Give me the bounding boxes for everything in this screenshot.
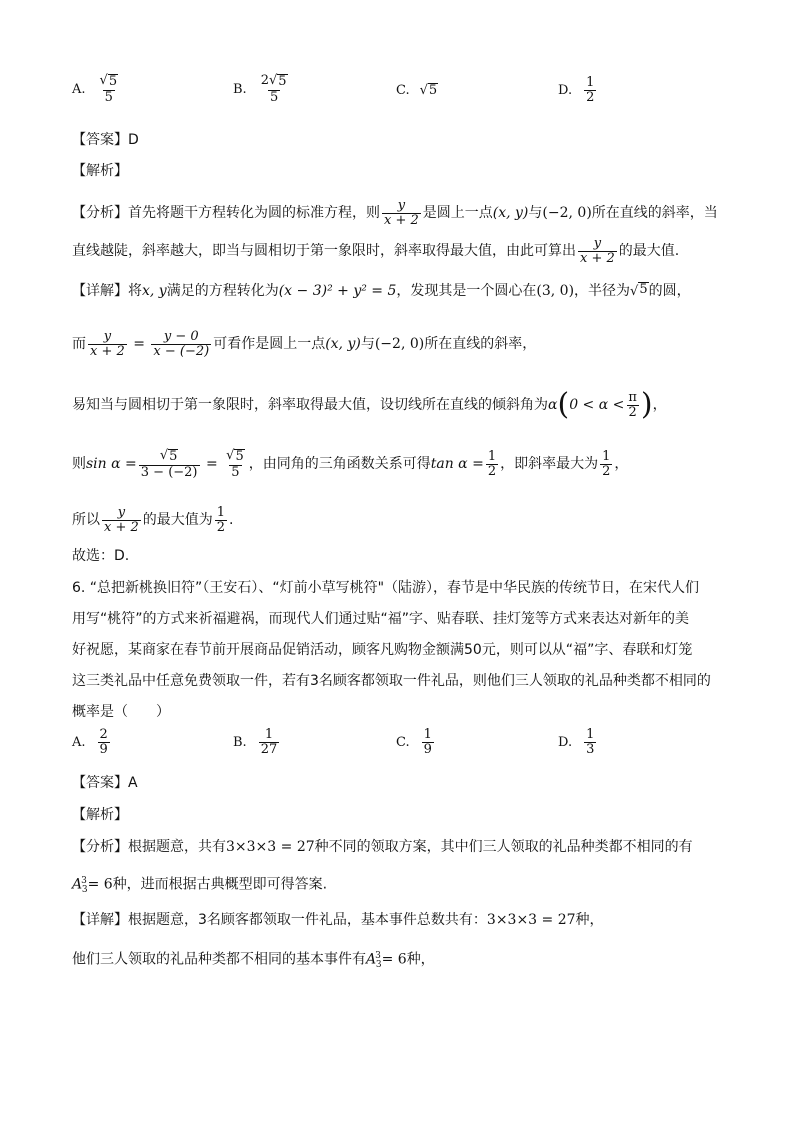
option-label: B. bbox=[233, 81, 247, 97]
sqrt: √ 5 bbox=[99, 73, 118, 89]
q5-xiangjie-line1: 【详解】将x, y满足的方程转化为(x − 3)² + y² = 5，发现其是一个圆心在(3, 0)，半径为 √ 5 的圆， bbox=[72, 282, 691, 299]
fraction: √ 5 5 bbox=[99, 73, 118, 105]
q5-er-line: 而 $\frac{y}{x + 2}$ = $\frac{y - 0}{x - (-2)}$ 可看作是圆上一点(x, y)与(−2, 0)所在直线的斜率， bbox=[72, 328, 537, 359]
q6-xiangjie-line2: 他们三人领取的礼品种类都不相同的基本事件有$A^3_3= 6$种， bbox=[72, 951, 435, 971]
q5-option-a bbox=[72, 74, 122, 105]
fraction: 2 √ 5 5 bbox=[260, 73, 287, 105]
q6-answer: 【答案】A bbox=[72, 775, 138, 791]
q6-stem-line3: 好祝愿，某商家在春节前开展商品促销活动，顾客凡购物金额满50元，则可以从“福”字、春联和灯笼 bbox=[72, 642, 693, 658]
q6-stem-line5: 概率是（ ） bbox=[72, 704, 170, 720]
q6-stem-line2: 用写“桃符”的方式来祈福避祸，而现代人们通过贴“福”字、贴春联、挂灯笼等方式来表达对新年的美 bbox=[72, 611, 690, 627]
sqrt: √ 5 bbox=[419, 83, 438, 98]
option-label: A. bbox=[72, 81, 86, 97]
q6-stem-line1: 6. “总把新桃换旧符”（王安石）、“灯前小草写桃符"（陆游），春节是中华民族的传统节日，在宋代人们 bbox=[72, 580, 700, 596]
q6-option-d: D. 1 3 bbox=[558, 727, 595, 757]
fraction: 1 2 bbox=[586, 75, 595, 105]
q6-analysis-heading: 【解析】 bbox=[72, 807, 128, 823]
q6-option-c: C. 1 9 bbox=[396, 727, 432, 757]
option-label: C. bbox=[396, 83, 410, 99]
q5-fenxi-line1: 【分析】首先将题干方程转化为圆的标准方程，则 $\frac{y}{x + 2}$ 是圆上一点(x, y)与(−2, 0)所在直线的斜率，当 bbox=[72, 197, 718, 228]
q5-answer: 【答案】D bbox=[72, 132, 139, 148]
q6-xiangjie-line1: 【详解】根据题意，3名顾客都领取一件礼品，基本事件总数共有：3×3×3 = 27种， bbox=[72, 912, 604, 928]
q6-option-a: A. 2 9 bbox=[72, 727, 108, 757]
q5-analysis-heading: 【解析】 bbox=[72, 163, 128, 179]
option-label: D. bbox=[558, 82, 573, 98]
q5-suoyi-line: 所以 $\frac{y}{x + 2}$ 的最大值为 $\frac{1}{2}$ . bbox=[72, 504, 234, 535]
q5-fenxi-line2: 直线越陡，斜率越大，即当与圆相切于第一象限时，斜率取得最大值，由此可算出 $\frac{y}{x + 2}$ 的最大值. bbox=[72, 235, 680, 266]
q5-yizhi-line: 易知当与圆相切于第一象限时，斜率取得最大值，设切线所在直线的倾斜角为α(0 < α < $\frac{\pi}{2}$ )， bbox=[72, 387, 667, 422]
q6-option-b: B. 1 27 bbox=[233, 727, 278, 757]
q6-fenxi-line1: 【分析】根据题意，共有3×3×3 = 27种不同的领取方案，其中们三人领取的礼品种类都不相同的有 bbox=[72, 839, 693, 855]
q5-option-b bbox=[233, 74, 292, 105]
q5-option-c bbox=[396, 83, 438, 99]
q5-option-d bbox=[558, 76, 598, 104]
q6-stem-line4: 这三类礼品中任意免费领取一件，若有3名顾客都领取一件礼品，则他们三人领取的礼品种类都不相同的 bbox=[72, 673, 711, 689]
q6-fenxi-line2: $A^3_3= 6$种，进而根据古典概型即可得答案. bbox=[72, 876, 328, 896]
q5-ze-line: 则sin α = √ 5 3 − (−2) = √ 5 5 ，由同角的三角函数关系可得tan α = $\frac{1}{2}$ ，即斜率最大为 $\frac{1}{2}$ ， bbox=[72, 447, 629, 480]
q5-conclusion: 故选：D. bbox=[72, 548, 130, 564]
